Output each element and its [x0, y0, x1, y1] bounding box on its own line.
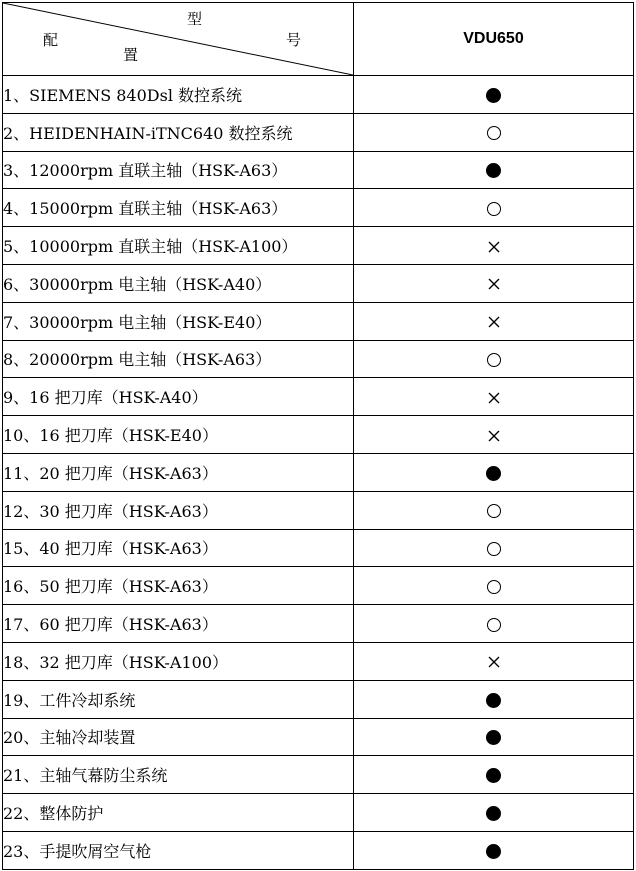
config-item-label: 21、主轴气幕防尘系统 — [3, 756, 354, 794]
table-row — [3, 416, 634, 454]
table-row — [3, 340, 634, 378]
config-item-label: 2、HEIDENHAIN-iTNC640 数控系统 — [3, 113, 354, 151]
standard-dot-icon — [486, 163, 501, 178]
config-status-cell — [354, 227, 634, 265]
diagonal-header-cell — [3, 3, 354, 76]
table-row — [3, 567, 634, 605]
table-row — [3, 189, 634, 227]
optional-circle-icon — [487, 618, 501, 632]
config-item-label: 7、30000rpm 电主轴（HSK-E40） — [3, 302, 354, 340]
config-status-cell — [354, 151, 634, 189]
config-status-cell — [354, 680, 634, 718]
table-row — [3, 794, 634, 832]
table-row — [3, 302, 634, 340]
optional-circle-icon — [487, 126, 501, 140]
config-item-label: 12、30 把刀库（HSK-A63） — [3, 491, 354, 529]
table-row — [3, 151, 634, 189]
table-row — [3, 113, 634, 151]
table-header-row — [3, 3, 634, 76]
standard-dot-icon — [486, 466, 501, 481]
config-item-label: 1、SIEMENS 840Dsl 数控系统 — [3, 76, 354, 114]
table-row — [3, 831, 634, 869]
table-row — [3, 227, 634, 265]
table-row — [3, 76, 634, 114]
standard-dot-icon — [486, 88, 501, 103]
config-status-cell — [354, 642, 634, 680]
standard-dot-icon — [486, 693, 501, 708]
standard-dot-icon — [486, 844, 501, 859]
config-item-label: 17、60 把刀库（HSK-A63） — [3, 605, 354, 643]
not-available-cross-icon — [487, 655, 501, 669]
table-row — [3, 718, 634, 756]
config-item-label: 16、50 把刀库（HSK-A63） — [3, 567, 354, 605]
header-model-char: 号 — [286, 31, 302, 49]
optional-circle-icon — [487, 504, 501, 518]
config-item-label: 6、30000rpm 电主轴（HSK-A40） — [3, 264, 354, 302]
optional-circle-icon — [487, 580, 501, 594]
table-row — [3, 453, 634, 491]
config-status-cell — [354, 756, 634, 794]
config-item-label: 3、12000rpm 直联主轴（HSK-A63） — [3, 151, 354, 189]
config-status-cell — [354, 189, 634, 227]
table-row — [3, 491, 634, 529]
config-item-label: 11、20 把刀库（HSK-A63） — [3, 453, 354, 491]
config-status-cell — [354, 491, 634, 529]
standard-dot-icon — [486, 730, 501, 745]
config-status-cell — [354, 453, 634, 491]
config-item-label: 19、工件冷却系统 — [3, 680, 354, 718]
config-status-cell — [354, 794, 634, 832]
not-available-cross-icon — [487, 240, 501, 254]
config-item-label: 8、20000rpm 电主轴（HSK-A63） — [3, 340, 354, 378]
configuration-table — [2, 2, 634, 870]
standard-dot-icon — [486, 768, 501, 783]
config-status-cell — [354, 416, 634, 454]
table-row — [3, 605, 634, 643]
config-status-cell — [354, 76, 634, 114]
table-row — [3, 680, 634, 718]
config-status-cell — [354, 718, 634, 756]
config-status-cell — [354, 567, 634, 605]
config-status-cell — [354, 113, 634, 151]
config-status-cell — [354, 340, 634, 378]
config-status-cell — [354, 831, 634, 869]
table-row — [3, 642, 634, 680]
standard-dot-icon — [486, 806, 501, 821]
config-item-label: 4、15000rpm 直联主轴（HSK-A63） — [3, 189, 354, 227]
config-item-label: 18、32 把刀库（HSK-A100） — [3, 642, 354, 680]
config-status-cell — [354, 529, 634, 567]
optional-circle-icon — [487, 353, 501, 367]
config-status-cell — [354, 378, 634, 416]
config-item-label: 22、整体防护 — [3, 794, 354, 832]
config-item-label: 23、手提吹屑空气枪 — [3, 831, 354, 869]
optional-circle-icon — [487, 542, 501, 556]
config-item-label: 15、40 把刀库（HSK-A63） — [3, 529, 354, 567]
config-status-cell — [354, 605, 634, 643]
header-config-char: 配 — [43, 31, 59, 49]
not-available-cross-icon — [487, 391, 501, 405]
configuration-table-body — [3, 3, 634, 870]
config-status-cell — [354, 302, 634, 340]
not-available-cross-icon — [487, 315, 501, 329]
header-set-char: 置 — [123, 46, 139, 64]
table-row — [3, 756, 634, 794]
config-status-cell — [354, 264, 634, 302]
config-item-label: 5、10000rpm 直联主轴（HSK-A100） — [3, 227, 354, 265]
optional-circle-icon — [487, 202, 501, 216]
model-name-header: VDU650 — [354, 3, 634, 76]
table-row — [3, 264, 634, 302]
table-row — [3, 529, 634, 567]
table-row — [3, 378, 634, 416]
header-type-char: 型 — [187, 10, 203, 28]
not-available-cross-icon — [487, 429, 501, 443]
config-item-label: 10、16 把刀库（HSK-E40） — [3, 416, 354, 454]
config-item-label: 20、主轴冷却装置 — [3, 718, 354, 756]
not-available-cross-icon — [487, 277, 501, 291]
config-item-label: 9、16 把刀库（HSK-A40） — [3, 378, 354, 416]
